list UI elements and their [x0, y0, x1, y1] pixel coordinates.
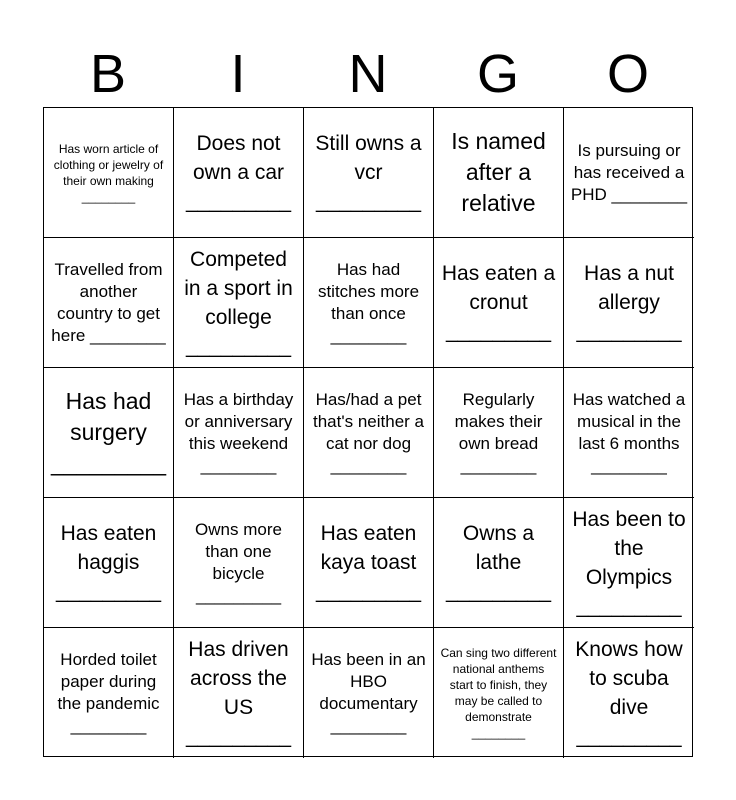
cell-text: Owns a lathe _________ [445, 522, 552, 603]
bingo-cell[interactable] [174, 238, 304, 368]
bingo-cell[interactable] [564, 498, 694, 628]
bingo-cell[interactable] [434, 238, 564, 368]
bingo-cell[interactable] [304, 238, 434, 368]
cell-text: Has eaten kaya toast _________ [315, 522, 422, 603]
cell-text: Has eaten a cronut _________ [441, 262, 556, 343]
bingo-cell[interactable] [304, 498, 434, 628]
bingo-cell[interactable] [44, 498, 174, 628]
cell-text: Competed in a sport in college _________ [184, 247, 293, 358]
cell-text: Is pursuing or has received a PHD ________ [570, 140, 688, 204]
bingo-cell[interactable] [564, 108, 694, 238]
cell-text: Does not own a car _________ [185, 132, 292, 213]
cell-text: Horded toilet paper during the pandemic ________ [57, 650, 160, 735]
cell-text: Has had surgery _________ [50, 388, 167, 476]
bingo-cell[interactable] [174, 498, 304, 628]
cell-text: Travelled from another country to get here ________ [51, 259, 166, 345]
bingo-cell[interactable] [434, 628, 564, 758]
cell-text: Has eaten haggis _________ [55, 522, 162, 603]
bingo-cell[interactable] [174, 108, 304, 238]
cell-text: Has worn article of clothing or jewelry of their own making ________ [53, 141, 164, 204]
bingo-cell[interactable] [304, 108, 434, 238]
cell-text: Has a birthday or anniversary this weekend ________ [183, 389, 294, 475]
bingo-grid [43, 107, 693, 757]
cell-text: Can sing two different national anthems start to finish, they may be called to demonstrate ________ [440, 646, 557, 740]
cell-text: Has watched a musical in the last 6 months ________ [572, 389, 686, 475]
header-letter-g: G [476, 44, 519, 104]
cell-text: Regularly makes their own bread ________ [454, 389, 543, 475]
cell-text: Has been in an HBO documentary ________ [311, 650, 426, 735]
bingo-cell[interactable] [44, 368, 174, 498]
cell-text: Is named after a relative [451, 128, 546, 216]
bingo-cell[interactable] [44, 628, 174, 758]
bingo-cell[interactable] [44, 108, 174, 238]
cell-text: Still owns a vcr _________ [315, 132, 422, 213]
cell-text: Has driven across the US _________ [185, 638, 292, 748]
cell-text: Has a nut allergy _________ [576, 262, 682, 343]
bingo-header [43, 40, 693, 108]
bingo-cell[interactable] [304, 368, 434, 498]
bingo-cell[interactable] [304, 628, 434, 758]
cell-text: Has had stitches more than once ________ [317, 259, 420, 345]
bingo-cell[interactable] [174, 628, 304, 758]
bingo-cell[interactable] [434, 368, 564, 498]
bingo-cell[interactable] [434, 108, 564, 238]
bingo-cell[interactable] [564, 368, 694, 498]
header-letter-i: I [230, 44, 246, 104]
cell-text: Has/had a pet that's neither a cat nor dog ________ [313, 389, 424, 475]
header-letter-n: N [348, 44, 388, 104]
bingo-cell[interactable] [564, 628, 694, 758]
bingo-cell[interactable] [564, 238, 694, 368]
header-letter-b: B [89, 44, 127, 104]
bingo-cell[interactable] [44, 238, 174, 368]
cell-text: Has been to the Olympics _________ [572, 507, 686, 618]
bingo-cell[interactable] [174, 368, 304, 498]
cell-text: Owns more than one bicycle _________ [195, 519, 282, 605]
cell-text: Knows how to scuba dive _________ [575, 638, 683, 748]
header-letter-o: O [606, 44, 649, 104]
bingo-cell[interactable] [434, 498, 564, 628]
